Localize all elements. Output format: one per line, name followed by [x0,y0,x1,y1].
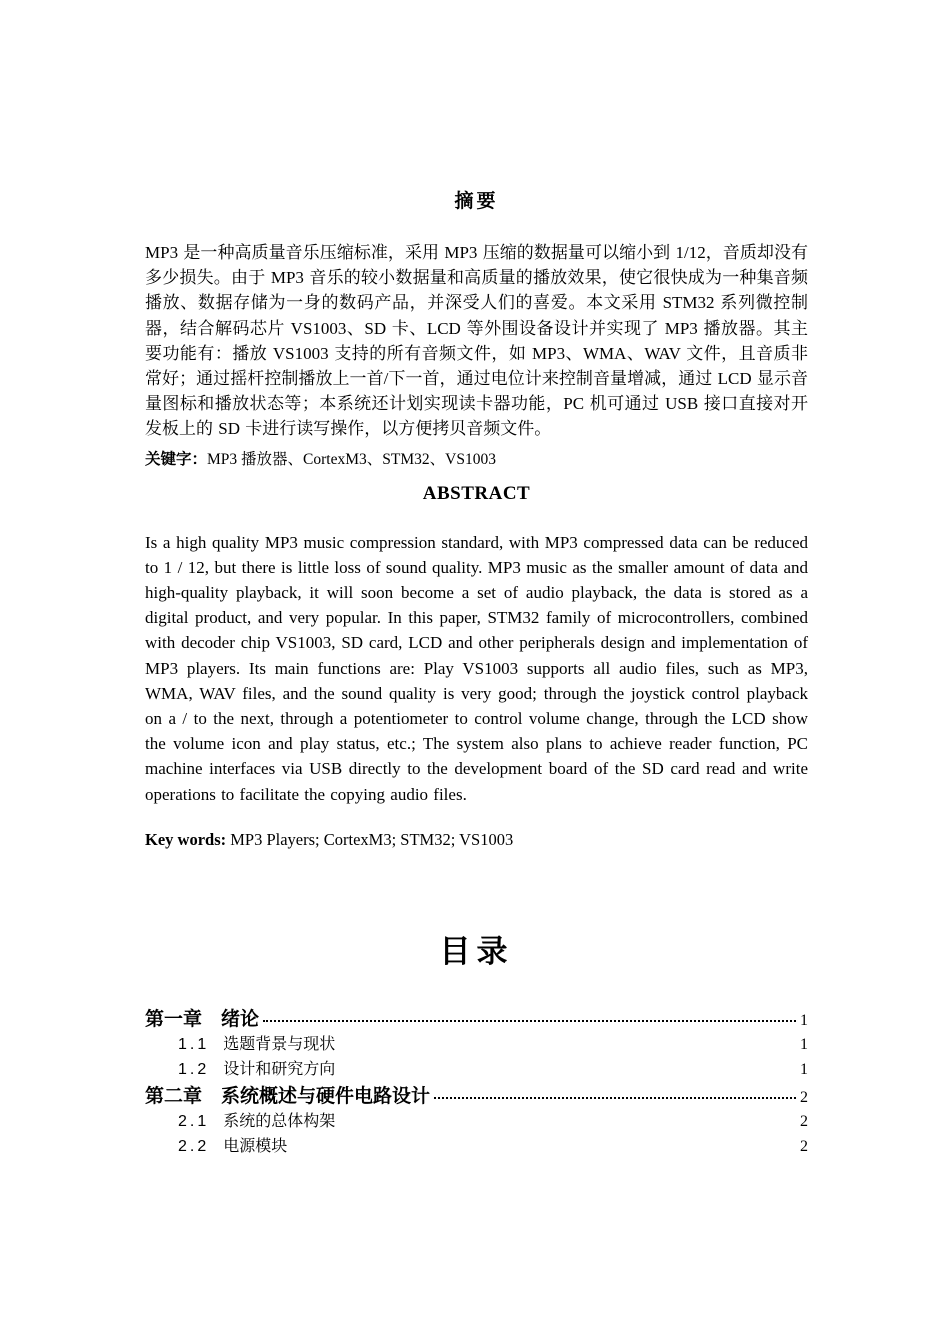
keywords-en-label: Key words: [145,829,227,849]
toc-page-number: 1 [800,1035,808,1053]
toc-entry-1-2[interactable] [145,1056,808,1081]
toc-entry-title: 设计和研究方向 [223,1060,336,1078]
toc-entry-title: 系统的总体构架 [223,1112,336,1130]
keywords-en-line [145,830,808,850]
toc-entry-num: 2.1 [178,1112,210,1130]
abstract-en-body: Is a high quality MP3 music compression standard, with MP3 compressed data can be reduced to 1 / 12, but there is little loss of sound quality. MP3 music as the smaller amount of data and high-quality playback, it will soon become a set of audio playback, the data is stored as a digital product, and very popular. In this paper, STM32 family of microcontrollers, combined with decoder chip VS1003, SD card, LCD and other peripherals design and implementation of MP3 players. Its main functions are: Play VS1003 supports all audio files, such as MP3, WMA, WAV files, and the sound quality is very good; through the joystick control playback on a / to the next, through a potentiometer to control volume change, through the LCD show the volume icon and play status, etc.; The system also plans to achieve reader function, PC machine interfaces via USB directly to the development board of the SD card read and write operations to facilitate the copying audio files. [145,532,808,804]
keywords-zh-text: MP3 播放器、CortexM3、STM32、VS1003 [207,450,496,468]
toc-page-number: 1 [800,1060,808,1078]
toc-dot-leader [263,1020,796,1022]
toc-page-number: 1 [800,1011,808,1029]
abstract-en-title: ABSTRACT [422,482,531,504]
toc-page-number: 2 [800,1137,808,1155]
toc-entry-title: 电源模块 [223,1137,288,1155]
keywords-en-text: MP3 Players; CortexM3; STM32; VS1003 [226,829,514,849]
toc-entry-title: 系统概述与硬件电路设计 [221,1085,431,1107]
toc-entry-2-1[interactable] [145,1108,808,1133]
toc-page-number: 2 [800,1088,808,1106]
toc-entry-num: 1.2 [178,1060,210,1078]
toc-entry-title: 绪论 [221,1008,260,1030]
toc-dot-leader [434,1097,796,1099]
abstract-zh-body: MP3 是一种高质量音乐压缩标准，采用 MP3 压缩的数据量可以缩小到 1/12，音质却没有多少损失。由于 MP3 音乐的较小数据量和高质量的播放效果，使它很快成为一种集音频播放、数据存储为一身的数码产品，并深受人们的喜爱。本文采用 STM32 系列微控制器，结合解码芯片 VS1003、SD 卡、LCD 等外围设备设计并实现了 MP3 播放器。其主要功能有：播放 VS1003 支持的所有音频文件，如 MP3、WMA、WAV 文件，且音质非常好；通过摇杆控制播放上一首/下一首，通过电位计来控制音量增减，通过 LCD 显示音量图标和播放状态等；本系统还计划实现读卡器功能，PC 机可通过 USB 接口直接对开发板上的 SD 卡进行读写操作，以方便拷贝音频文件。 [145,243,808,439]
keywords-zh-line [145,447,808,469]
toc-entry-num: 第二章 [145,1085,203,1107]
toc-entry-chapter-2[interactable] [145,1081,808,1108]
toc-entry-num: 1.1 [178,1035,210,1053]
toc-entry-1-1[interactable] [145,1031,808,1056]
toc-entry-chapter-1[interactable] [145,1004,808,1031]
table-of-contents [145,1004,808,1158]
toc-title: 目录 [439,933,514,969]
abstract-zh-title: 摘要 [454,191,499,212]
toc-entry-2-2[interactable] [145,1133,808,1158]
toc-page-number: 2 [800,1112,808,1130]
toc-entry-num: 2.2 [178,1137,210,1155]
toc-entry-title: 选题背景与现状 [223,1035,336,1053]
toc-entry-num: 第一章 [145,1008,203,1030]
keywords-zh-label: 关键字： [145,450,208,468]
